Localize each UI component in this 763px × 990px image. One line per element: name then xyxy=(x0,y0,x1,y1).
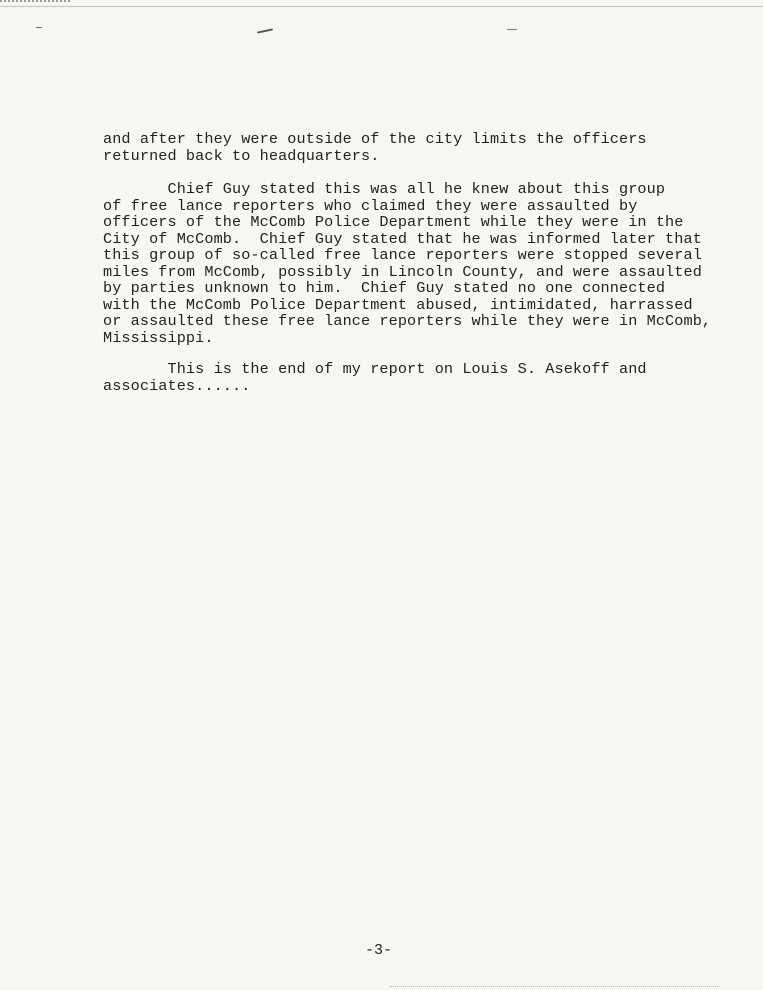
top-edge-rule xyxy=(0,6,763,7)
scan-mark xyxy=(36,27,42,28)
paragraph-3: This is the end of my report on Louis S. Asekoff and associates...... xyxy=(103,360,647,395)
paragraph-2: Chief Guy stated this was all he knew about this group of free lance reporters who claimed they were assaulted by officers of the McComb Police Department while they were in the City of McComb. Chief Guy stated that he was informed later that this group of so-called free lance reporters were stopped several miles from McComb, possibly in Lincoln County, and were assaulted by parties unknown to him. Chief Guy stated no one connected with the McComb Police Department abused, intimidated, harrassed or assaulted these free lance reporters while they were in McComb, Mississippi. xyxy=(103,180,712,347)
paragraph-1: and after they were outside of the city limits the officers returned back to headquarters. xyxy=(103,130,647,165)
scan-mark xyxy=(507,29,517,30)
bottom-edge-dots xyxy=(390,986,720,987)
scan-mark xyxy=(257,28,273,33)
top-edge-dots xyxy=(0,0,70,2)
page-number: -3- xyxy=(365,942,393,959)
